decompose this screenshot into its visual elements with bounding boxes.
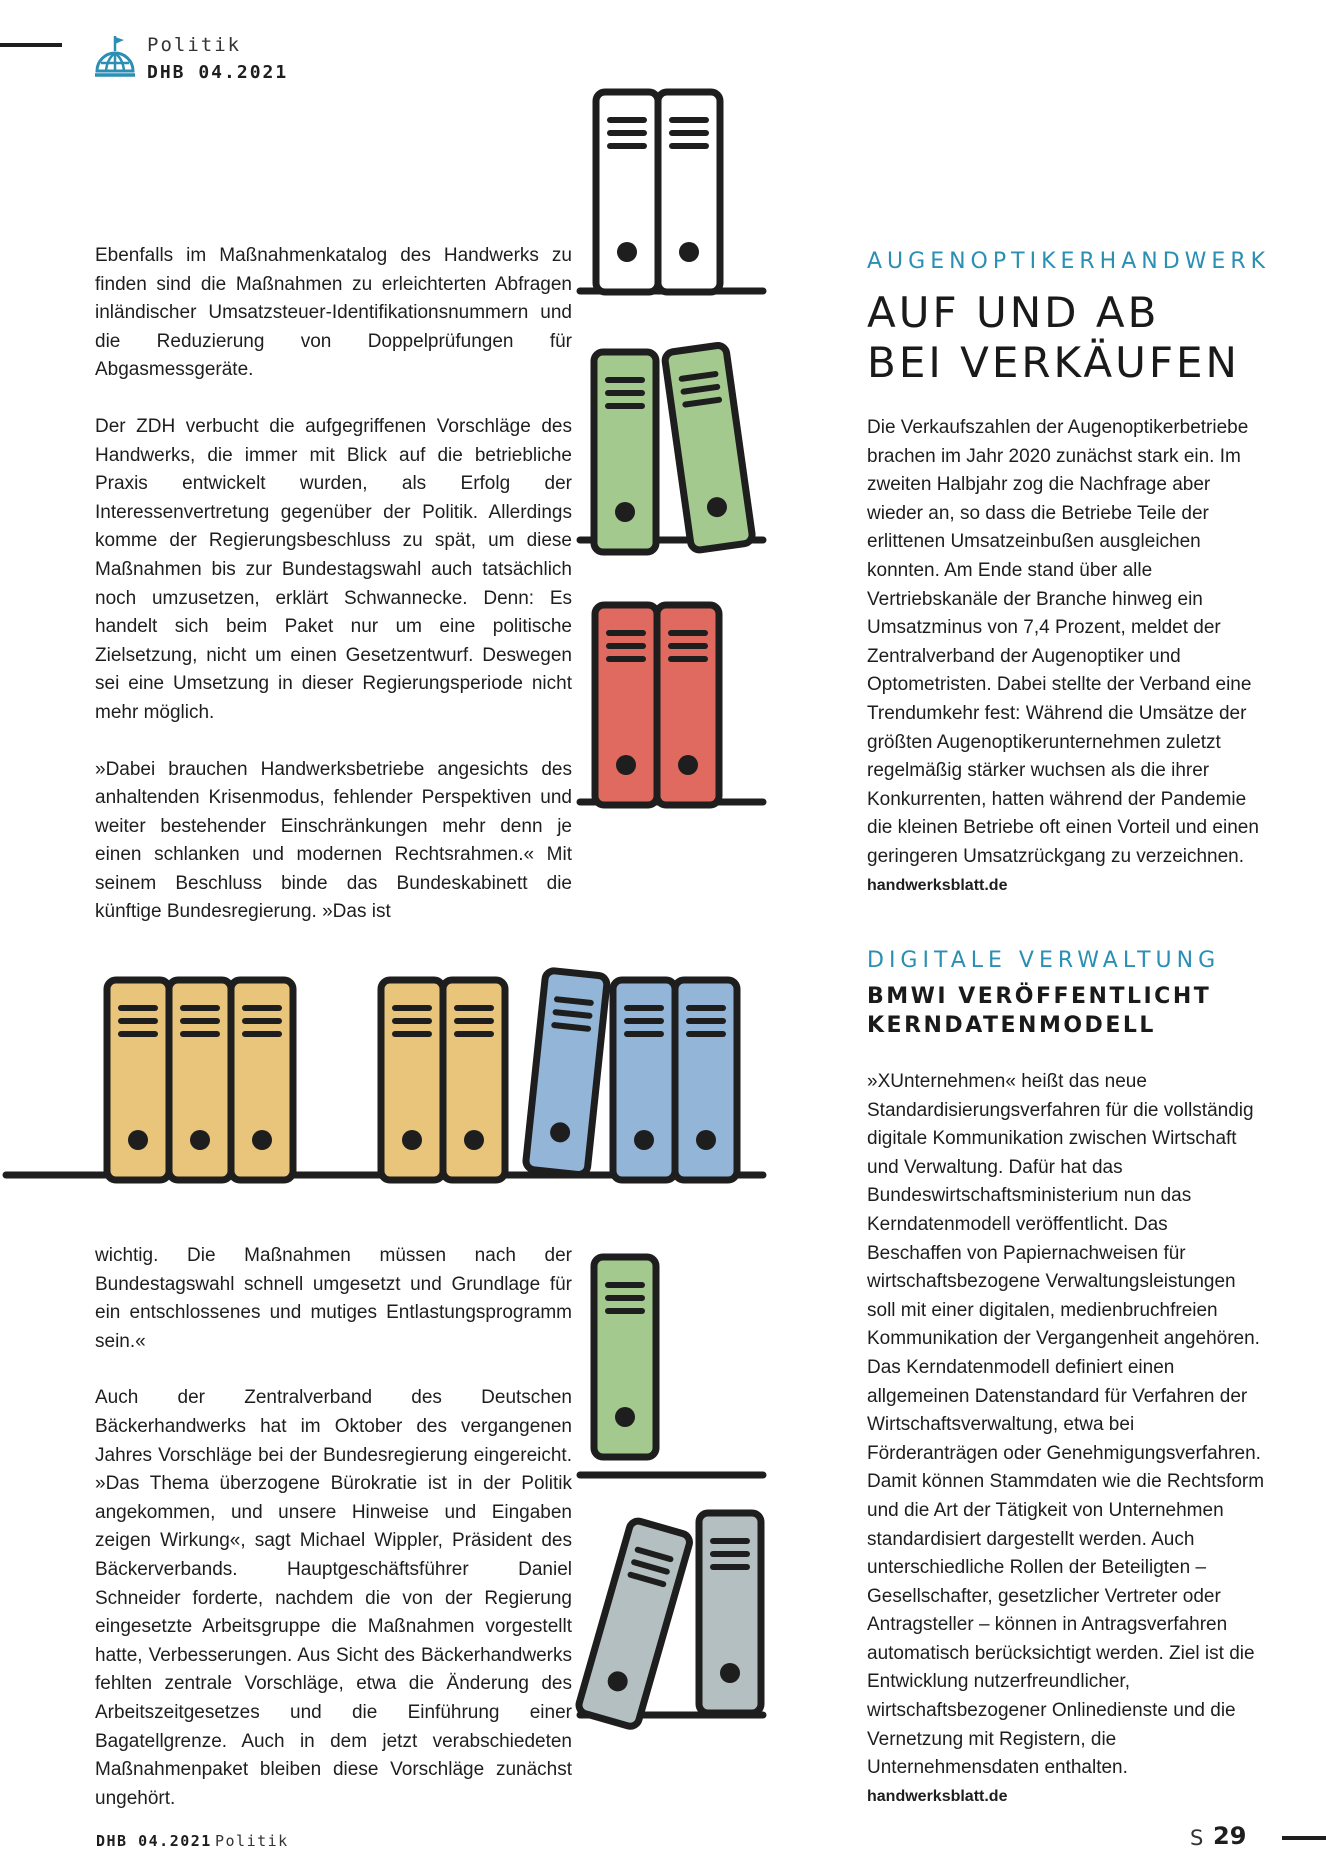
page-label: S [1190, 1826, 1204, 1850]
binder-blue-tilted [525, 970, 608, 1175]
footer-section: Politik [215, 1832, 289, 1850]
box2-headline-line1: BMWI VERÖFFENTLICHT [867, 984, 1212, 1009]
binder-white [658, 92, 720, 292]
page-number: 29 [1213, 1822, 1247, 1850]
binder-blue [613, 980, 675, 1180]
box2-text: »XUnternehmen« heißt das neue Standardisierungsverfahren für die vollständig digitale Kommunikation zwischen Wirtschaft und Verwaltung. Dafür hat das Bundeswirtschaftsministerium nun das Kerndatenmodell veröffentlicht. Das Beschaffen von Papiernachweisen für wirtschaftsbezogene Verwaltungsleistungen soll mit einer digitalen, medienbruchfreien Kommunikation der Vergangenheit angehören. Das Kerndatenmodell definiert einen allgemeinen Datenstandard für Verfahren der Wirtschaftsverwaltung, etwa bei Förderanträgen oder Genehmigungsverfahren. Damit können Stammdaten wie die Rechtsform und die Art der Tätigkeit von Unternehmen standardisiert dargestellt werden. Auch unterschiedliche Rollen der Beteiligten – Gesellschafter, gesetzlicher Vertreter oder Antragsteller – können in Antragsverfahren automatisch berücksichtigt werden. Ziel ist die Entwicklung nutzerfreundlicher, wirtschaftsbezogener Onlinedienste und die Vernetzung mit Registern, die Unternehmensdaten enthalten. [867, 1071, 1265, 1779]
binder-green [594, 352, 656, 552]
binder-grey [699, 1513, 761, 1713]
paragraph: »Dabei brauchen Handwerksbetriebe angesichts des anhaltenden Krisenmodus, fehlender Perspektiven und weiter bestehender Einschränkungen mehr denn je einen schlanken und modernen Rechtsrahmen.« Mit seinem Beschluss binde das Bundeskabinett die künftige Bundesregierung. »Das ist [95, 758, 572, 923]
globe-flag-icon [93, 34, 137, 80]
article-body-part1 [95, 242, 572, 955]
binder-yellow [169, 980, 231, 1180]
box2-source: handwerksblatt.de [867, 1787, 1008, 1805]
box1-source: handwerksblatt.de [867, 876, 1008, 894]
box1-kicker: AUGENOPTIKERHANDWERK [867, 249, 1271, 274]
binder-yellow [443, 980, 505, 1180]
box1-text: Die Verkaufszahlen der Augenoptikerbetriebe brachen im Jahr 2020 zunächst stark ein. Im zweiten Halbjahr zog die Nachfrage aber wieder an, so dass die Betriebe Teile der erlittenen Umsatzeinbußen ausgleichen konnten. Am Ende stand über alle Vertriebskanäle der Branche hinweg ein Umsatzminus von 7,4 Prozent, meldet der Zentralverband der Augenoptiker und Optometristen. Dabei stellte der Verband eine Trendumkehr fest: Während die Umsätze der größten Augenoptikerunternehmen zuletzt regelmäßig stärker wuchsen als die ihrer Konkurrenten, hatten während der Pandemie die kleinen Betriebe oft einen Vorteil und einen geringeren Umsatzrückgang zu verzeichnen. [867, 417, 1259, 867]
article-body-part2 [95, 1242, 572, 1841]
binder-yellow [381, 980, 443, 1180]
header-issue: DHB 04.2021 [147, 62, 289, 83]
box2-headline-line2: KERNDATENMODELL [867, 1013, 1156, 1038]
binder-red [657, 605, 719, 805]
box1-headline-line2: BEI VERKÄUFEN [867, 338, 1240, 387]
paragraph: Ebenfalls im Maßnahmenkatalog des Handwerks zu finden sind die Maßnahmen zu erleichterten Abfragen inländischer Umsatzsteuer-Identifikationsnummern und die Reduzierung von Doppelprüfungen für Abgasmessgeräte. [95, 245, 572, 381]
binder-green [594, 1257, 656, 1457]
binder-yellow [107, 980, 169, 1180]
binder-yellow [231, 980, 293, 1180]
box2-kicker: DIGITALE VERWALTUNG [867, 948, 1221, 973]
binder-green-tilted [664, 344, 753, 551]
binder-blue [675, 980, 737, 1180]
header-rule [0, 43, 62, 47]
box1-body [867, 414, 1267, 900]
paragraph: wichtig. Die Maßnahmen müssen nach der Bundestagswahl schnell umgesetzt und Grundlage für ein entschlossenes und mutiges Entlastungsprogramm sein.« [95, 1245, 572, 1352]
box2-body [867, 1068, 1267, 1811]
box1-headline-line1: AUF UND AB [867, 288, 1160, 337]
binder-red [595, 605, 657, 805]
paragraph: Der ZDH verbucht die aufgegriffenen Vorschläge des Handwerks, die immer mit Blick auf die betriebliche Praxis entwickelt wurden, als Erfolg der Interessenvertretung gegenüber der Politik. Allerdings komme der Regierungsbeschluss zu spät, um diese Maßnahmen bis zur Bundestagswahl auch tatsächlich noch umzusetzen, erklärt Schwannecke. Denn: Es handelt sich beim Paket nur um eine politische Zielsetzung, nicht um einen Gesetzentwurf. Deswegen sei eine Umsetzung in dieser Regierungsperiode nicht mehr möglich. [95, 415, 572, 723]
paragraph: Auch der Zentralverband des Deutschen Bäckerhandwerks hat im Oktober des vergangenen Jahres Vorschläge bei der Bundesregierung eingereicht. »Das Thema überzogene Bürokratie ist in der Politik angekommen, und unsere Hinweise und Eingaben zeigen Wirkung«, sagt Michael Wippler, Präsident des Bäckerverbands. Hauptgeschäftsführer Daniel Schneider forderte, nachdem die von der Regierung eingesetzte Arbeitsgruppe die Maßnahmen vorgestellt hatte, Verbesserungen. Aus Sicht des Bäckerhandwerks fehlten zentrale Vorschläge, etwa die Änderung des Arbeitszeitgesetzes und die Einführung einer Bagatellgrenze. Auch in dem jetzt verabschiedeten Maßnahmenpaket bleiben diese Vorschläge zunächst ungehört. [95, 1387, 572, 1809]
footer-issue: DHB 04.2021 [96, 1832, 212, 1850]
binder-white [596, 92, 658, 292]
binder-grey-leaning [577, 1519, 692, 1728]
footer-rule [1282, 1836, 1326, 1840]
header-section: Politik [147, 34, 242, 56]
